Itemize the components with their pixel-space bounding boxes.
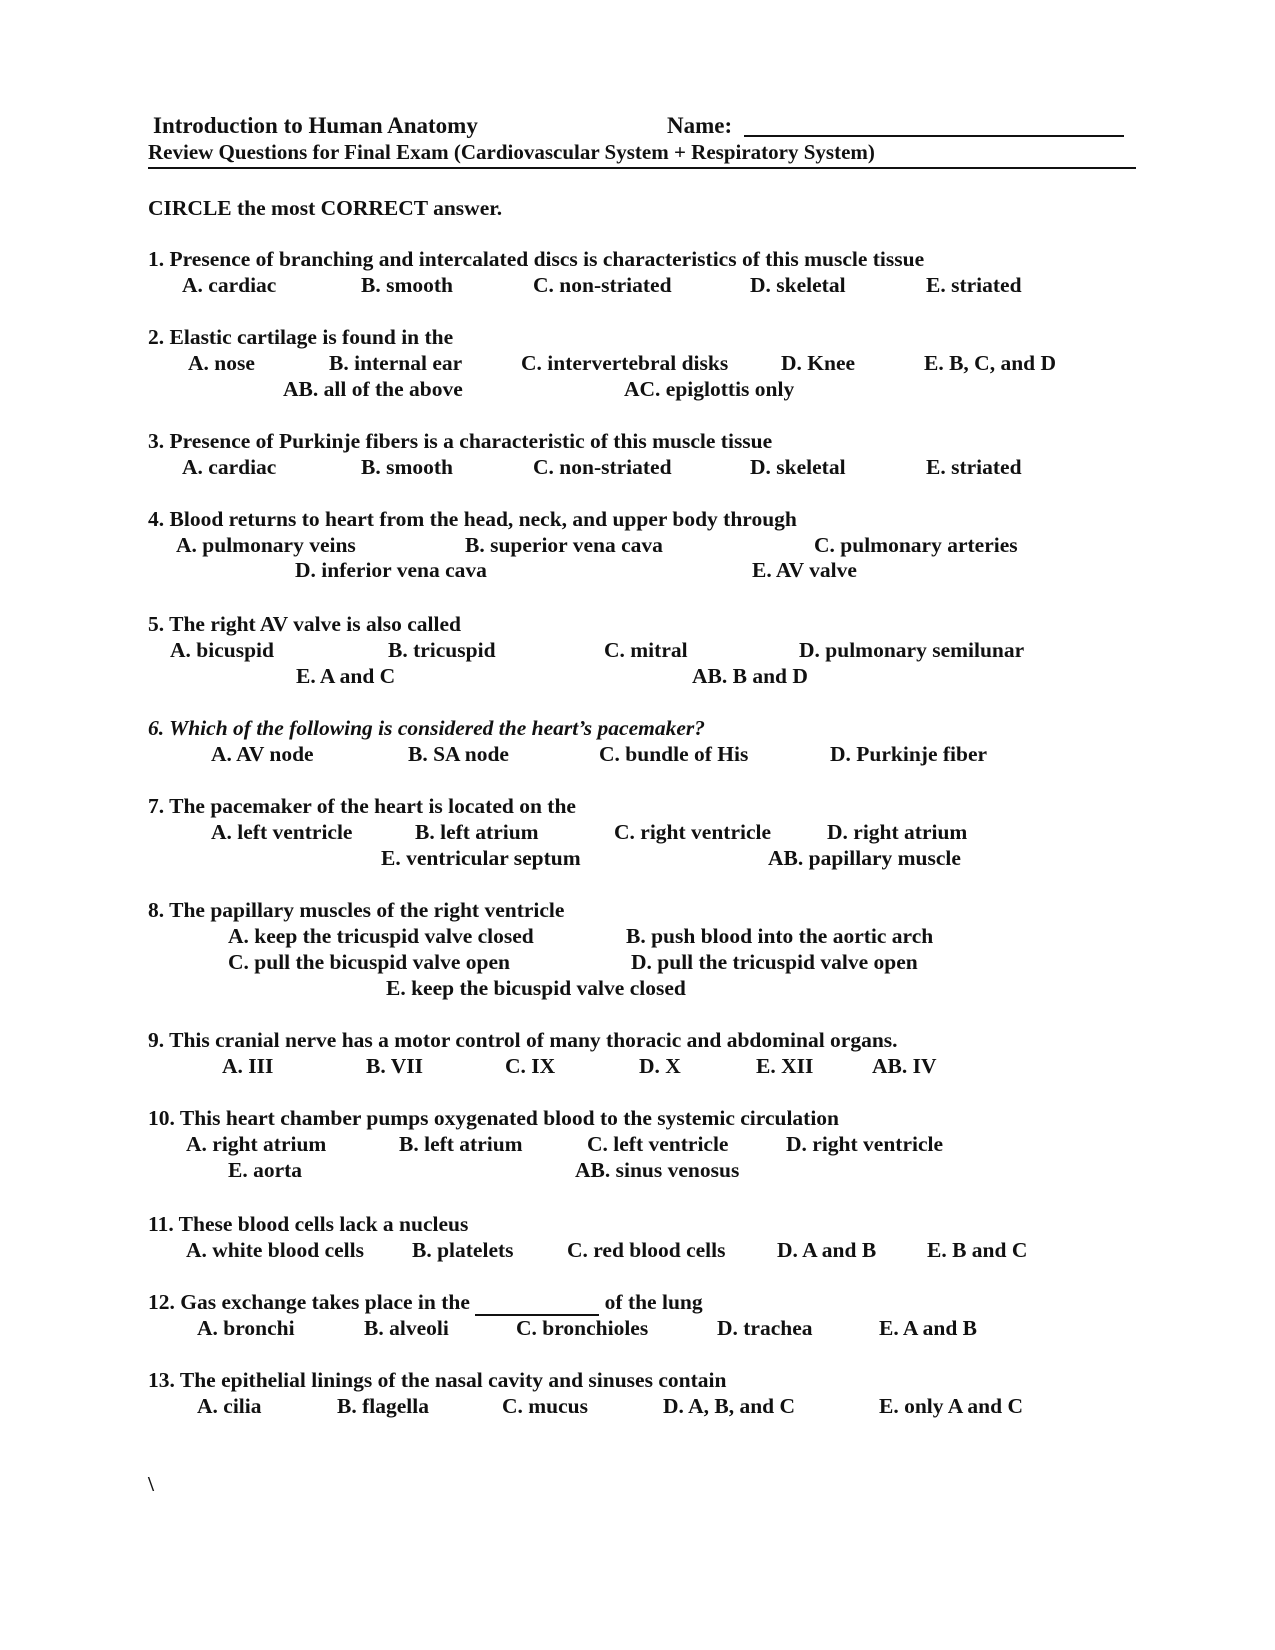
- question-text: 4. Blood returns to heart from the head, neck, and upper body through: [148, 507, 797, 531]
- question-text: 11. These blood cells lack a nucleus: [148, 1212, 469, 1236]
- question-text: 2. Elastic cartilage is found in the: [148, 325, 454, 349]
- question-text: 9. This cranial nerve has a motor control of many thoracic and abdominal organs.: [148, 1028, 898, 1052]
- option-c[interactable]: C. bundle of His: [599, 742, 749, 766]
- option-b[interactable]: B. smooth: [361, 273, 453, 297]
- option-ab[interactable]: AB. papillary muscle: [768, 846, 961, 870]
- option-e[interactable]: E. striated: [926, 273, 1022, 297]
- option-e[interactable]: E. striated: [926, 455, 1022, 479]
- option-ab[interactable]: AB. B and D: [692, 664, 808, 688]
- option-d[interactable]: D. right atrium: [827, 820, 968, 844]
- option-d[interactable]: D. A and B: [777, 1238, 877, 1262]
- option-d[interactable]: D. Knee: [781, 351, 856, 375]
- option-d[interactable]: D. inferior vena cava: [295, 558, 487, 582]
- question-text: 1. Presence of branching and intercalated discs is characteristics of this muscle tissue: [148, 247, 925, 271]
- option-e[interactable]: E. keep the bicuspid valve closed: [386, 976, 686, 1000]
- option-d[interactable]: D. pulmonary semilunar: [799, 638, 1025, 662]
- option-ab[interactable]: AB. sinus venosus: [575, 1158, 740, 1182]
- option-b[interactable]: B. platelets: [412, 1238, 514, 1262]
- question-text: 13. The epithelial linings of the nasal cavity and sinuses contain: [148, 1368, 727, 1392]
- option-e[interactable]: E. AV valve: [752, 558, 857, 582]
- option-d[interactable]: D. A, B, and C: [663, 1394, 796, 1418]
- course-title: Introduction to Human Anatomy: [153, 113, 478, 138]
- option-ab[interactable]: AB. IV: [872, 1054, 937, 1078]
- option-a[interactable]: A. cardiac: [182, 455, 277, 479]
- option-e[interactable]: E. ventricular septum: [381, 846, 581, 870]
- option-a[interactable]: A. AV node: [211, 742, 314, 766]
- option-a[interactable]: A. bronchi: [197, 1316, 295, 1340]
- option-b[interactable]: B. left atrium: [415, 820, 539, 844]
- option-d[interactable]: D. skeletal: [750, 273, 846, 297]
- option-d[interactable]: D. pull the tricuspid valve open: [631, 950, 918, 974]
- question-text: 7. The pacemaker of the heart is located on the: [148, 794, 576, 818]
- option-b[interactable]: B. alveoli: [364, 1316, 449, 1340]
- option-a[interactable]: A. cilia: [197, 1394, 262, 1418]
- option-c[interactable]: C. pulmonary arteries: [814, 533, 1018, 557]
- option-a[interactable]: A. III: [222, 1054, 274, 1078]
- option-e[interactable]: E. XII: [756, 1054, 814, 1078]
- option-b[interactable]: B. flagella: [337, 1394, 429, 1418]
- question-text: 8. The papillary muscles of the right ventricle: [148, 898, 565, 922]
- option-a[interactable]: A. white blood cells: [186, 1238, 364, 1262]
- option-d[interactable]: D. trachea: [717, 1316, 813, 1340]
- answer-blank: [475, 1292, 599, 1316]
- option-c[interactable]: C. mucus: [502, 1394, 589, 1418]
- option-b[interactable]: B. push blood into the aortic arch: [626, 924, 934, 948]
- option-a[interactable]: A. pulmonary veins: [176, 533, 356, 557]
- option-c[interactable]: C. IX: [505, 1054, 556, 1078]
- option-b[interactable]: B. internal ear: [329, 351, 463, 375]
- option-e[interactable]: E. only A and C: [879, 1394, 1023, 1418]
- option-c[interactable]: C. bronchioles: [516, 1316, 649, 1340]
- option-a[interactable]: A. bicuspid: [170, 638, 274, 662]
- question-text: 3. Presence of Purkinje fibers is a characteristic of this muscle tissue: [148, 429, 773, 453]
- question-text: 5. The right AV valve is also called: [148, 612, 461, 636]
- option-ab[interactable]: AB. all of the above: [283, 377, 463, 401]
- option-a[interactable]: A. right atrium: [186, 1132, 327, 1156]
- option-ac[interactable]: AC. epiglottis only: [624, 377, 795, 401]
- option-c[interactable]: C. right ventricle: [614, 820, 772, 844]
- option-b[interactable]: B. left atrium: [399, 1132, 523, 1156]
- option-e[interactable]: E. aorta: [228, 1158, 303, 1182]
- instructions: CIRCLE the most CORRECT answer.: [148, 196, 503, 220]
- option-a[interactable]: A. nose: [188, 351, 255, 375]
- option-c[interactable]: C. left ventricle: [587, 1132, 729, 1156]
- option-e[interactable]: E. A and C: [296, 664, 396, 688]
- option-c[interactable]: C. non-striated: [533, 273, 672, 297]
- option-e[interactable]: E. A and B: [879, 1316, 977, 1340]
- option-e[interactable]: E. B, C, and D: [924, 351, 1057, 375]
- header-divider: [148, 167, 1136, 169]
- option-b[interactable]: B. VII: [366, 1054, 423, 1078]
- footer-mark: \: [148, 1472, 154, 1496]
- option-b[interactable]: B. superior vena cava: [465, 533, 663, 557]
- question-text: 6. Which of the following is considered the heart’s pacemaker?: [148, 716, 706, 740]
- question-text-after: of the lung: [604, 1290, 703, 1314]
- option-d[interactable]: D. Purkinje fiber: [830, 742, 988, 766]
- option-c[interactable]: C. red blood cells: [567, 1238, 726, 1262]
- question-text-before: 12. Gas exchange takes place in the: [148, 1290, 470, 1314]
- option-e[interactable]: E. B and C: [927, 1238, 1028, 1262]
- name-label: Name:: [667, 113, 733, 138]
- question-text: [148, 1292, 703, 1316]
- option-b[interactable]: B. SA node: [408, 742, 509, 766]
- option-c[interactable]: C. non-striated: [533, 455, 672, 479]
- option-d[interactable]: D. right ventricle: [786, 1132, 944, 1156]
- option-b[interactable]: B. smooth: [361, 455, 453, 479]
- option-c[interactable]: C. pull the bicuspid valve open: [228, 950, 510, 974]
- option-b[interactable]: B. tricuspid: [388, 638, 496, 662]
- option-d[interactable]: D. skeletal: [750, 455, 846, 479]
- option-a[interactable]: A. keep the tricuspid valve closed: [228, 924, 534, 948]
- name-field[interactable]: [744, 113, 1124, 137]
- option-a[interactable]: A. cardiac: [182, 273, 277, 297]
- option-c[interactable]: C. intervertebral disks: [521, 351, 729, 375]
- question-text: 10. This heart chamber pumps oxygenated blood to the systemic circulation: [148, 1106, 840, 1130]
- option-d[interactable]: D. X: [639, 1054, 681, 1078]
- page-subtitle: Review Questions for Final Exam (Cardiovascular System + Respiratory System): [148, 140, 875, 164]
- option-c[interactable]: C. mitral: [604, 638, 688, 662]
- option-a[interactable]: A. left ventricle: [211, 820, 353, 844]
